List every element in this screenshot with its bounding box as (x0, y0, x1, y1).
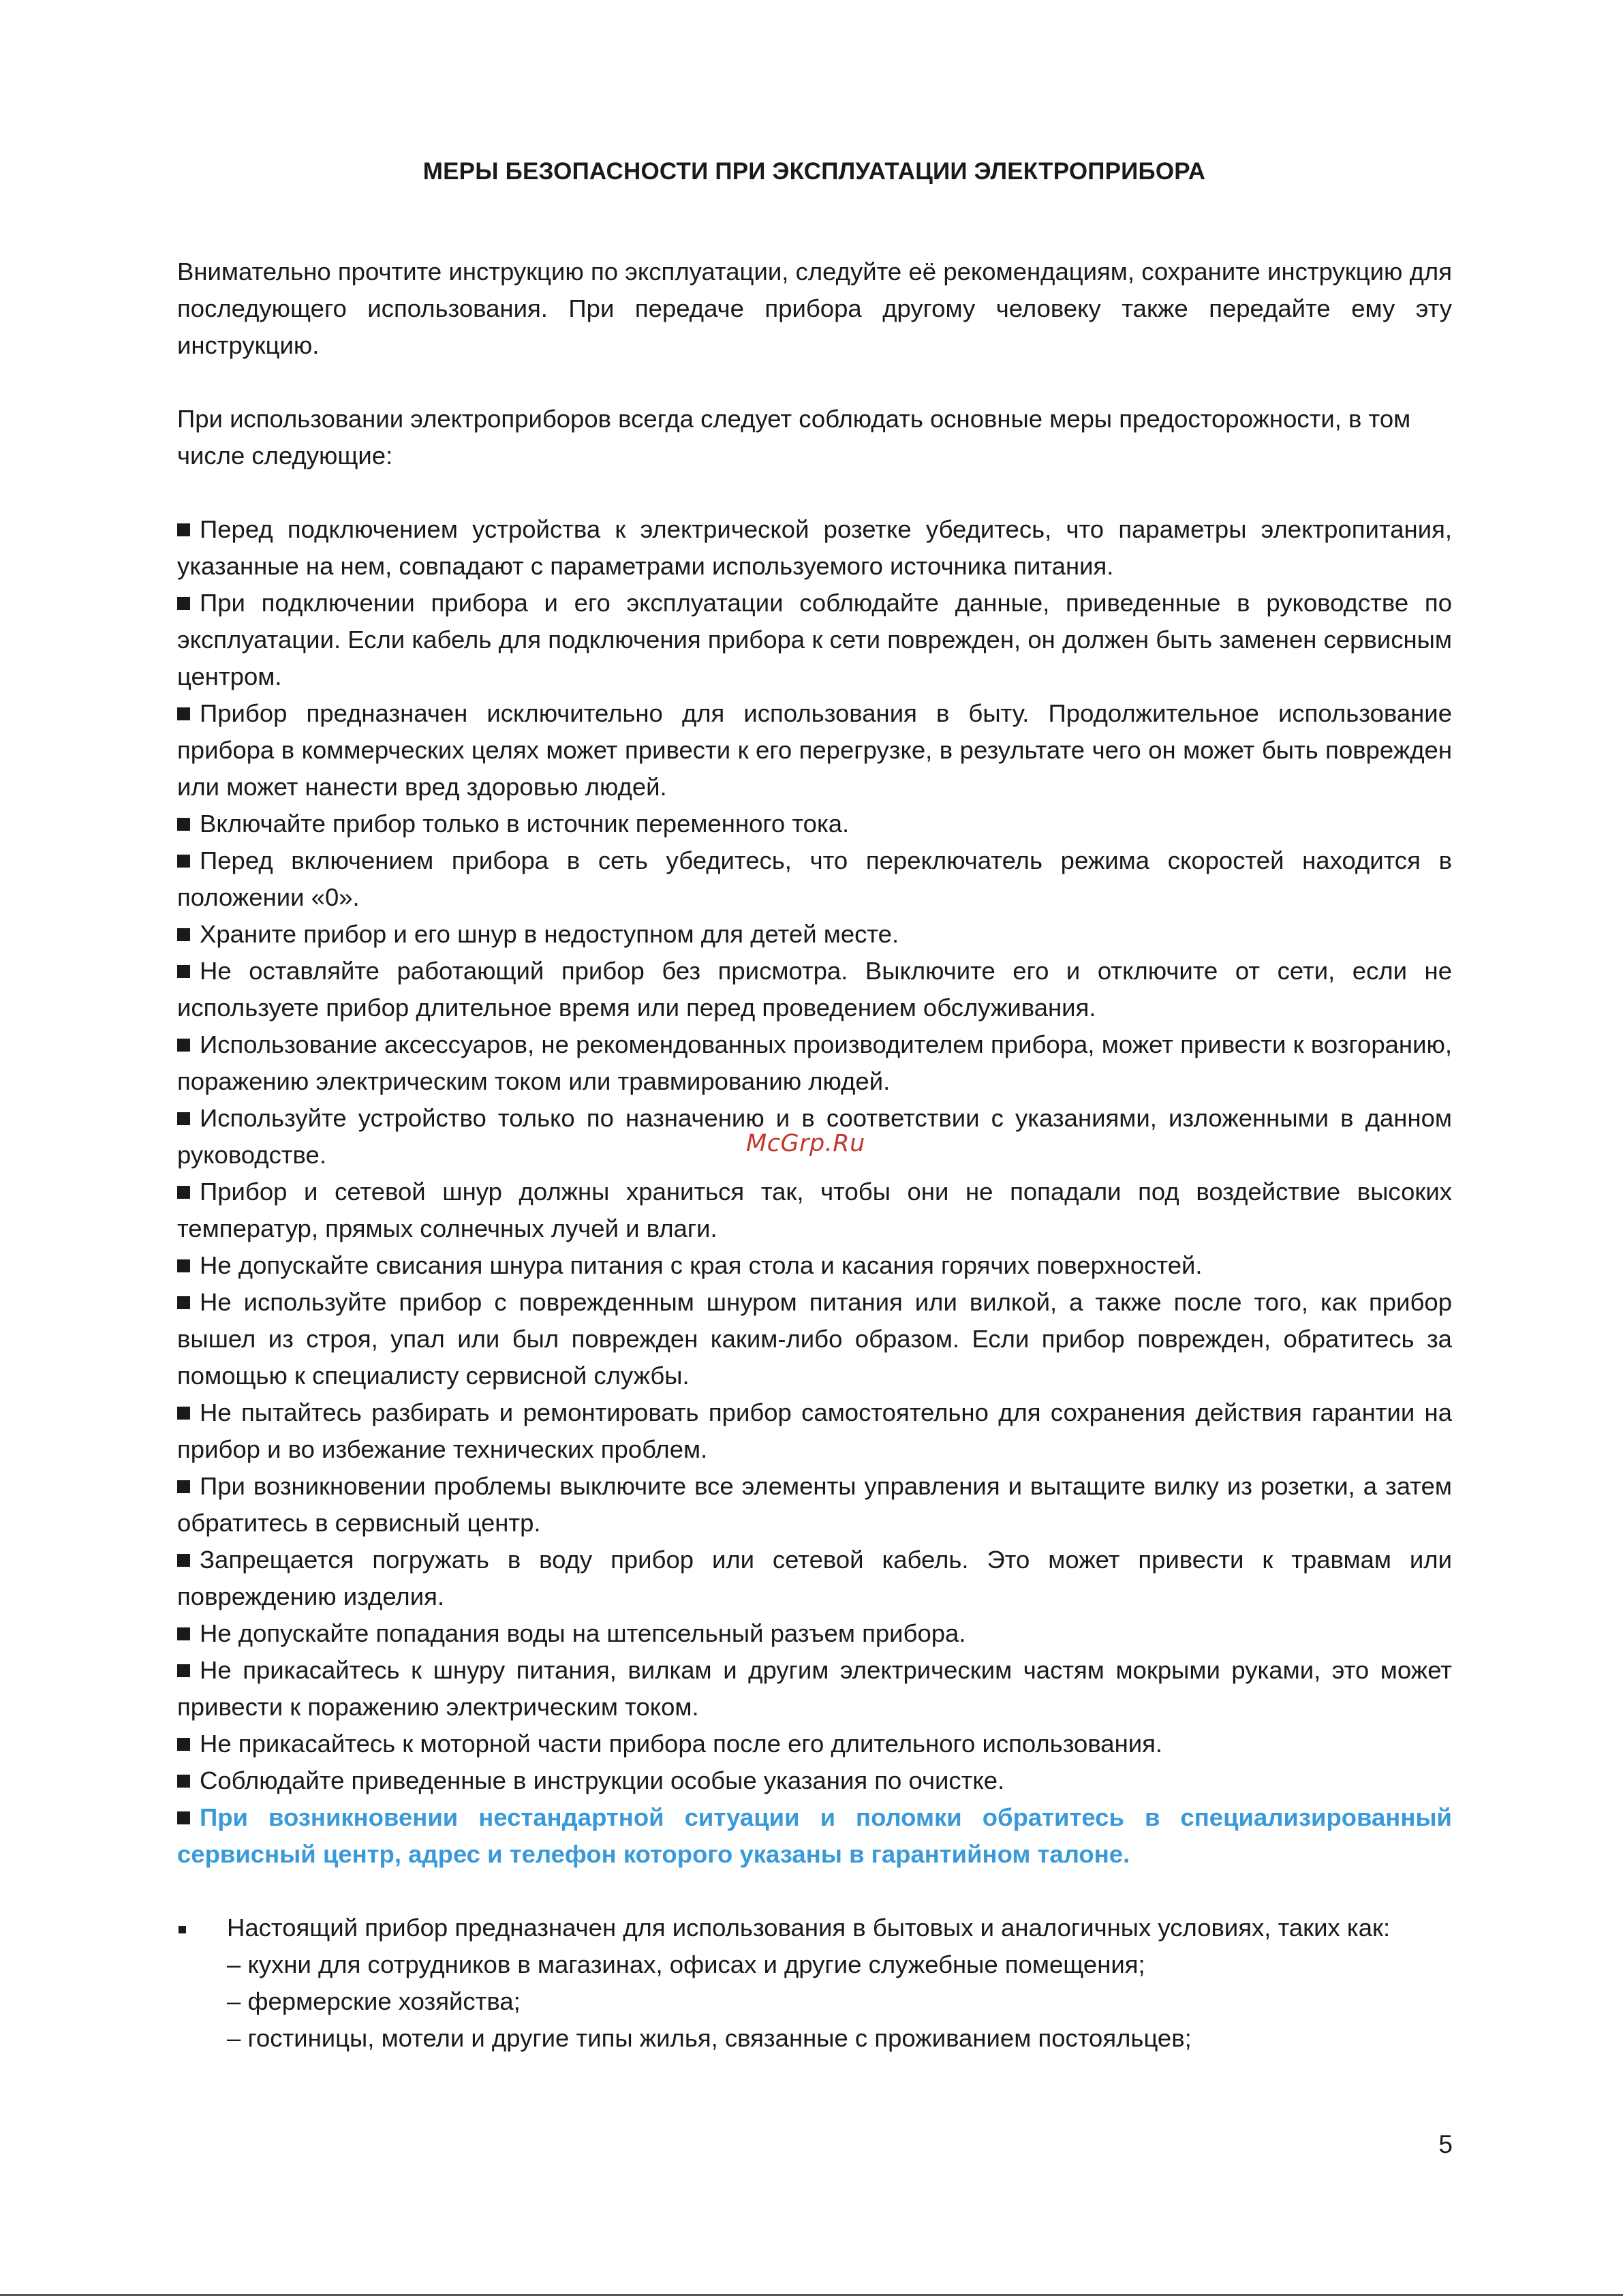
intro-paragraph: При использовании электроприборов всегда следует соблюдать основные меры предосторожности, в том числе следующие: (177, 405, 1411, 470)
list-item (177, 1284, 1452, 1394)
square-bullet-icon (177, 1186, 190, 1199)
service-center-notice: При возникновении нестандартной ситуации и поломки обратитесь в специализированный сервисный центр, адрес и телефон которого указаны в гарантийном талоне. (177, 1803, 1452, 1868)
usage-item: – гостиницы, мотели и другие типы жилья, связанные с проживанием постояльцев; (227, 2024, 1192, 2052)
square-bullet-icon (177, 1811, 190, 1824)
list-item (177, 1652, 1452, 1726)
square-bullet-icon (177, 855, 190, 868)
list-item (177, 1247, 1452, 1284)
square-bullet-icon (177, 1738, 190, 1751)
small-square-bullet-icon (179, 1926, 186, 1933)
list-item-text: Не используйте прибор с поврежденным шнуром питания или вилкой, а также после того, как прибор вышел из строя, упал или был поврежден каким-либо образом. Если прибор поврежден, обратитесь за помощью к специалисту сервисной службы. (177, 1288, 1452, 1390)
list-item (177, 1394, 1452, 1468)
page-number: 5 (1438, 2130, 1453, 2158)
highlight-list-item (177, 1799, 1452, 1873)
square-bullet-icon (177, 1407, 190, 1420)
list-item-text: Не прикасайтесь к шнуру питания, вилкам и другим электрическим частям мокрыми руками, это может привести к поражению электрическим током. (177, 1656, 1452, 1721)
list-item-text: Перед включением прибора в сеть убедитесь, что переключатель режима скоростей находится в положении «0». (177, 846, 1452, 911)
usage-item: – кухни для сотрудников в магазинах, офисах и другие служебные помещения; (227, 1950, 1145, 1978)
list-item-text: При возникновении проблемы выключите все элементы управления и вытащите вилку из розетки, а затем обратитесь в сервисный центр. (177, 1472, 1452, 1537)
square-bullet-icon (177, 965, 190, 978)
list-item (177, 585, 1452, 695)
page-title: МЕРЫ БЕЗОПАСНОСТИ ПРИ ЭКСПЛУАТАЦИИ ЭЛЕКТРОПРИБОРА (422, 158, 1206, 185)
square-bullet-icon (177, 1627, 190, 1640)
list-item (177, 1026, 1452, 1100)
square-bullet-icon (177, 1554, 190, 1567)
list-item (177, 1542, 1452, 1615)
spacer (177, 1873, 1452, 1910)
list-item-text: При подключении прибора и его эксплуатации соблюдайте данные, приведенные в руководстве по эксплуатации. Если кабель для подключения прибора к сети поврежден, он должен быть заменен сервисным центром. (177, 589, 1452, 690)
list-item-text: Не допускайте попадания воды на штепсельный разъем прибора. (200, 1619, 966, 1647)
square-bullet-icon (177, 1296, 190, 1309)
list-item-text: Включайте прибор только в источник переменного тока. (200, 810, 850, 838)
list-item-text: Не пытайтесь разбирать и ремонтировать прибор самостоятельно для сохранения действия гарантии на прибор и во избежание технических проблем. (177, 1398, 1452, 1463)
square-bullet-icon (177, 1664, 190, 1677)
list-item (177, 1174, 1452, 1247)
usage-intro: Настоящий прибор предназначен для использования в бытовых и аналогичных условиях, таких как: (227, 1914, 1391, 1942)
list-item-text: Прибор и сетевой шнур должны храниться так, чтобы они не попадали под воздействие высоких температур, прямых солнечных лучей и влаги. (177, 1178, 1452, 1242)
usage-item: – фермерские хозяйства; (227, 1987, 521, 2015)
list-item-text: Перед подключением устройства к электрической розетке убедитесь, что параметры электропитания, указанные на нем, совпадают с параметрами используемого источника питания. (177, 515, 1452, 580)
square-bullet-icon (177, 597, 190, 610)
list-item-text: Не оставляйте работающий прибор без присмотра. Выключите его и отключите от сети, если не используете прибор длительное время или перед проведением обслуживания. (177, 957, 1452, 1022)
list-item (177, 842, 1452, 916)
spacer (177, 474, 1452, 511)
spacer (177, 364, 1452, 401)
list-item-text: Использование аксессуаров, не рекомендованных производителем прибора, может привести к возгоранию, поражению электрическим током или травмированию людей. (177, 1030, 1452, 1095)
square-bullet-icon (177, 707, 190, 720)
list-item (177, 953, 1452, 1026)
list-item-text: Не прикасайтесь к моторной части прибора после его длительного использования. (200, 1730, 1163, 1758)
list-item-text: Не допускайте свисания шнура питания с края стола и касания горячих поверхностей. (200, 1251, 1203, 1279)
list-item (177, 511, 1452, 585)
list-item (177, 1468, 1452, 1542)
list-item-text: Храните прибор и его шнур в недоступном для детей месте. (200, 920, 899, 948)
list-item (177, 806, 1452, 842)
square-bullet-icon (177, 1112, 190, 1125)
watermark-text: McGrp.Ru (746, 1130, 865, 1157)
square-bullet-icon (177, 928, 190, 941)
list-item-text: Прибор предназначен исключительно для использования в быту. Продолжительное использование прибора в коммерческих целях может привести к его перегрузке, в результате чего он может быть поврежден или может нанести вред здоровью людей. (177, 699, 1452, 801)
intro-paragraph: Внимательно прочтите инструкцию по эксплуатации, следуйте её рекомендациям, сохраните инструкцию для последующего использования. При передаче прибора другому человеку также передайте ему эту инструкцию. (177, 258, 1452, 359)
list-item-text: Используйте устройство только по назначению и в соответствии с указаниями, изложенными в данном руководстве. (177, 1104, 1452, 1169)
list-item (177, 1726, 1452, 1762)
usage-conditions-block (177, 1910, 1452, 2057)
safety-bullet-list (177, 511, 1452, 1873)
square-bullet-icon (177, 1775, 190, 1788)
list-item (177, 1762, 1452, 1799)
list-item-text: Запрещается погружать в воду прибор или сетевой кабель. Это может привести к травмам или повреждению изделия. (177, 1546, 1452, 1610)
list-item (177, 1615, 1452, 1652)
square-bullet-icon (177, 1480, 190, 1493)
list-item-text: Соблюдайте приведенные в инструкции особые указания по очистке. (200, 1766, 1005, 1794)
list-item (177, 916, 1452, 953)
square-bullet-icon (177, 818, 190, 831)
square-bullet-icon (177, 523, 190, 536)
square-bullet-icon (177, 1259, 190, 1272)
list-item (177, 695, 1452, 806)
square-bullet-icon (177, 1039, 190, 1052)
